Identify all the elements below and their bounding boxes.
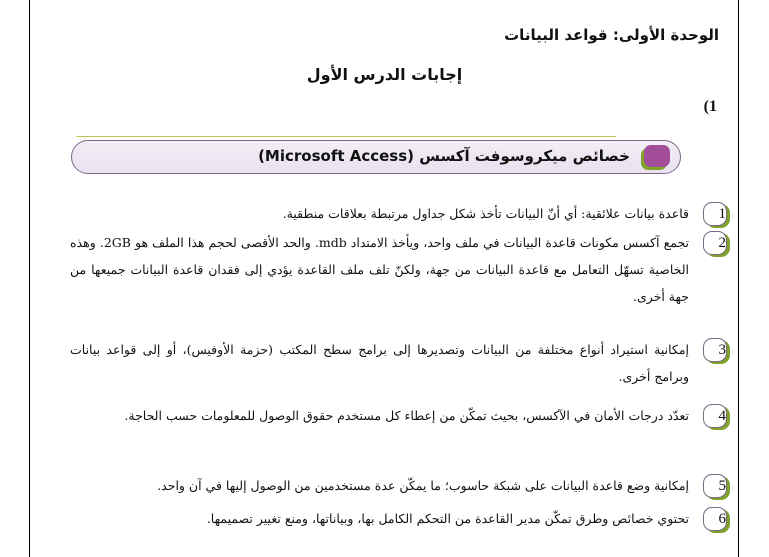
banner-bullet-icon [644,145,670,167]
unit-title: الوحدة الأولى: قواعد البيانات [504,26,719,44]
item-number-badge: 5 [703,474,727,498]
item-text: تجمع آكسس مكونات قاعدة البيانات في ملف واحد، ويأخذ الامتداد mdb. والحد الأقصى لحجم هذا الملف هو 2GB. وهذه الخاصية تسهّل التعامل مع قاعدة البيانات من جهة، ولكنّ تلف ملف القاعدة يؤدي إلى فقدان قاعدة البيانات جميعها من جهة أخرى. [70,235,689,304]
banner-title: خصائص ميكروسوفت آكسس (Microsoft Access) [258,147,630,165]
item-number-badge: 3 [703,338,727,362]
item-number-badge: 1 [703,202,727,226]
list-item-6 [70,505,726,532]
item-text: تحتوي خصائص وطرق تمكّن مدير القاعدة من التحكم الكامل بها، وبياناتها، ومنع تغيير تصميمها. [206,511,689,526]
item-number-badge: 4 [703,404,727,428]
lesson-title: إجابات الدرس الأول [306,65,463,84]
list-item-4 [70,402,726,429]
banner-rule [76,136,616,137]
list-item-1 [70,200,726,227]
list-item-5 [70,472,726,499]
item-number-badge: 6 [703,507,727,531]
item-text: تعدّد درجات الأمان في الآكسس، بحيث تمكّن من إعطاء كل مستخدم حقوق الوصول للمعلومات حسب الحاجة. [124,408,689,423]
section-banner [71,140,681,174]
list-item-3 [70,336,726,390]
item-text: قاعدة بيانات علائقية: أي أنّ البيانات تأخذ شكل جداول مرتبطة بعلاقات منطقية. [282,206,689,221]
item-text: إمكانية استيراد أنواع مختلفة من البيانات وتصديرها إلى برامج سطح المكتب (حزمة الأوفيس)، أو إلى قواعد بيانات وبرامج أخرى. [70,342,689,384]
item-text: إمكانية وضع قاعدة البيانات على شبكة حاسوب؛ ما يمكّن عدة مستخدمين من الوصول إليها في آن واحد. [157,478,689,493]
list-item-2 [70,229,726,310]
question-number: (1 [703,98,717,115]
item-number-badge: 2 [703,231,727,255]
